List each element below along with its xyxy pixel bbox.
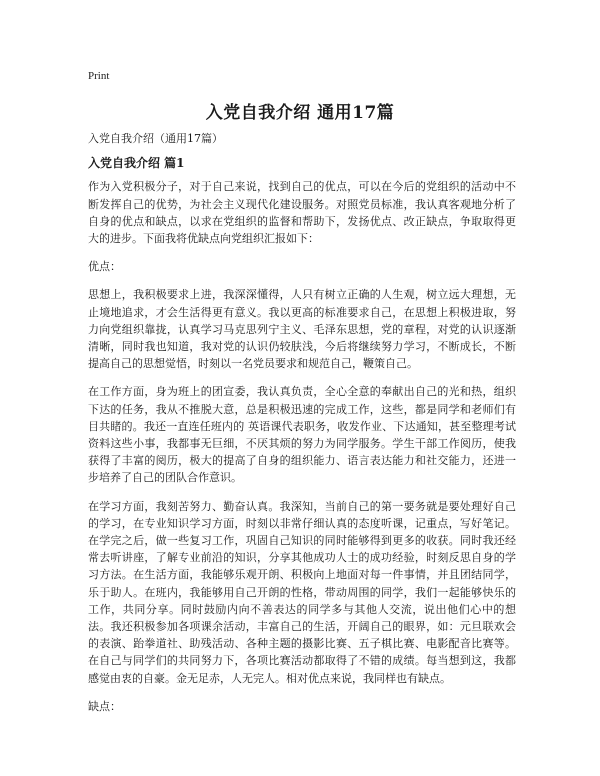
document-body: [88, 130, 516, 726]
intro-paragraph: 作为入党积极分子，对于自己来说，找到自己的优点，可以在今后的党组织的活动中不断发挥自己的优势，为社会主义现代化建设服务。对照党员标准，我认真客观地分析了自身的优点和缺点，以求在党组织的监督和帮助下，发扬优点、改正缺点，争取取得更大的进步。下面我将优缺点向党组织汇报如下：: [88, 180, 516, 246]
work-paragraph: 在工作方面，身为班上的团宣委，我认真负责，全心全意的奉献出自己的光和热，组织下达的任务，我从不推脱大意，总是积极迅速的完成工作，这些，都是同学和老师们有目共睹的。我还一直连任班内的 英语课代表职务，收发作业、下达通知，甚至整理考试资料这些小事，我都事无巨细，不厌其烦的努力为同学服务。学生干部工作阅历，使我获得了丰富的阅历，极大的提高了自身的组织能力、语言表达能力和社交能力，还进一步培养了自己的团队合作意识。: [88, 385, 516, 485]
thought-paragraph: 思想上，我积极要求上进，我深深懂得，人只有树立正确的人生观，树立远大理想，无止境地追求，才会生活得更有意义。我以更高的标准要求自己，在思想上积极进取，努力向党组织靠拢，认真学习马克思列宁主义、毛泽东思想，党的章程，对党的认识逐渐清晰，同时我也知道，我对党的认识仍较肤浅，今后将继续努力学习，不断成长，不断提高自己的思想觉悟，时刻以一名党员要求和规范自己，鞭策自己。: [88, 288, 516, 371]
study-paragraph: 在学习方面，我刻苦努力、勤奋认真。我深知，当前自己的第一要务就是要处理好自己的学习，在专业知识学习方面，时刻以非常仔细认真的态度听课，记重点，写好笔记。在学完之后，做一些复习工作，巩固自己知识的同时能够得到更多的收获。同时我还经常去听讲座，了解专业前沿的知识，分享其他成功人士的成功经验，时刻反思自身的学习方法。在生活方面，我能够乐观开朗、积极向上地面对每一件事情，并且团结同学，乐于助人。在班内，我能够用自己开朗的性格，带动周围的同学，我们一起能够快乐的工作，共同分享。同时鼓励内向不善表达的同学多与其他人交流，说出他们心中的想法。我还积极参加各项课余活动，丰富自己的生活，开阔自己的眼界，如：元旦联欢会的表演、跆拳道社、助残活动、各种主题的摄影比赛、五子棋比赛、电影配音比赛等。在自己与同学们的共同努力下，各项比赛活动都取得了不错的成绩。每当想到这，我都感觉由衷的自豪。金无足赤，人无完人。相对优点来说，我同样也有缺点。: [88, 499, 516, 685]
weaknesses-label: 缺点：: [88, 699, 121, 713]
document-subtitle: 入党自我介绍（通用17篇）: [88, 132, 223, 145]
document-title: 入党自我介绍 通用17篇: [205, 103, 395, 123]
section-heading: 入党自我介绍 篇1: [88, 156, 185, 171]
print-label: Print: [88, 70, 110, 82]
strengths-label: 优点：: [88, 260, 121, 274]
